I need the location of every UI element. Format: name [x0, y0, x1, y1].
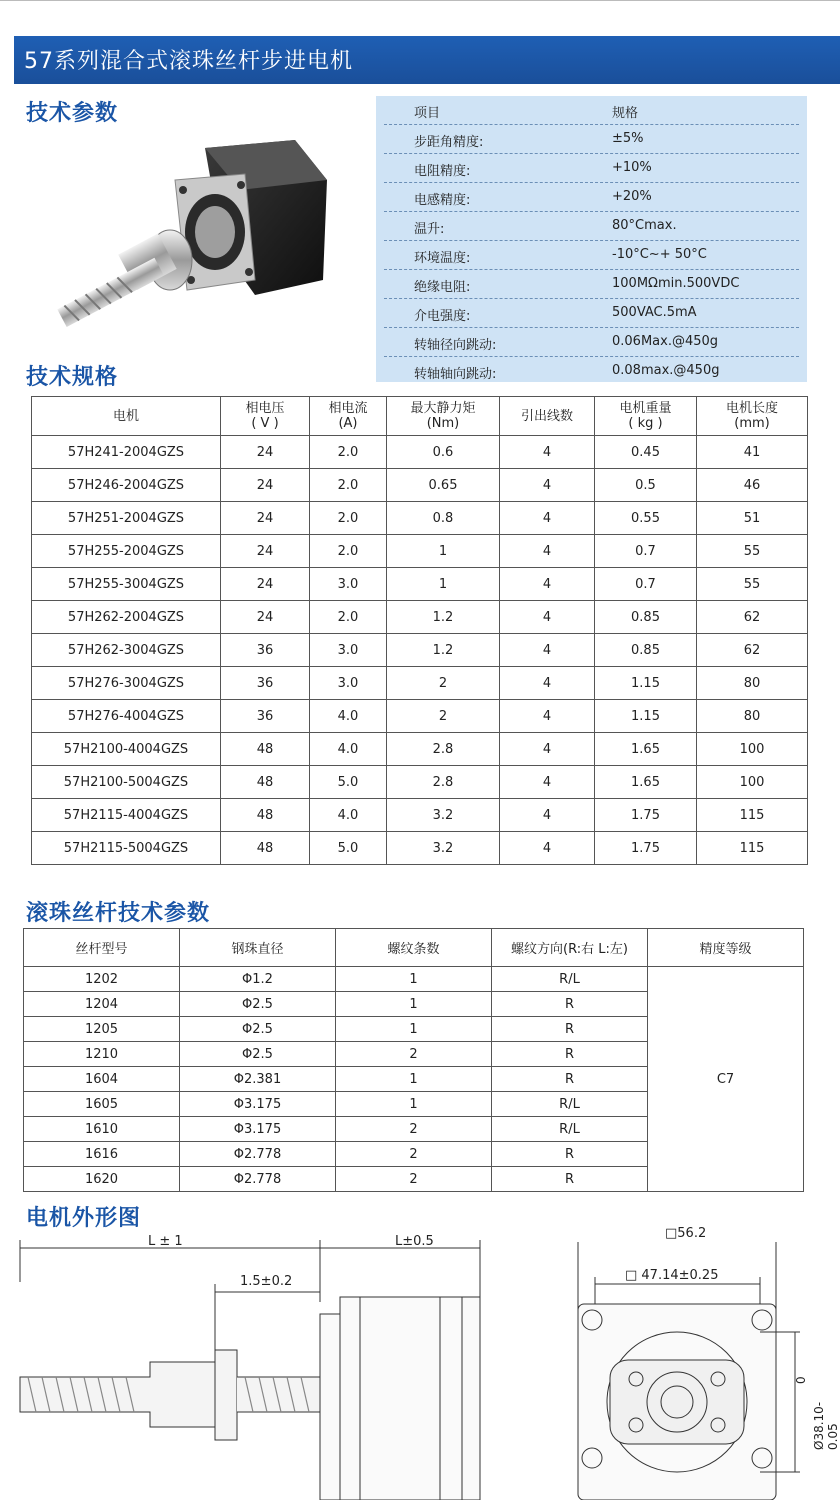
spec-cell: 1.75 — [595, 799, 697, 832]
table-row — [32, 535, 808, 568]
spec-cell: 48 — [221, 799, 310, 832]
params-value: 0.08max.@450g — [612, 363, 720, 378]
params-row — [376, 299, 807, 328]
screw-cell: 2 — [336, 1167, 492, 1192]
spec-cell: 0.85 — [595, 601, 697, 634]
spec-cell: 57H251-2004GZS — [32, 502, 221, 535]
spec-cell: 62 — [697, 601, 808, 634]
spec-cell: 0.7 — [595, 568, 697, 601]
params-value: 0.06Max.@450g — [612, 334, 719, 349]
spec-cell: 55 — [697, 568, 808, 601]
dim-4714: □ 47.14±0.25 — [625, 1268, 719, 1283]
spec-cell: 57H2100-5004GZS — [32, 766, 221, 799]
spec-header-line2: ( V ) — [251, 416, 279, 431]
spec-cell: 24 — [221, 568, 310, 601]
spec-cell: 4 — [500, 766, 595, 799]
product-image — [55, 130, 335, 345]
top-border — [0, 0, 840, 34]
params-value: -10°C~+ 50°C — [612, 247, 707, 262]
spec-header-line1: 相电压 — [245, 401, 285, 416]
params-table — [376, 96, 807, 382]
table-row — [32, 667, 808, 700]
screw-cell: 1204 — [24, 992, 180, 1017]
params-key: 介电强度: — [414, 309, 471, 324]
screw-cell: 1605 — [24, 1092, 180, 1117]
table-row — [32, 436, 808, 469]
spec-cell: 24 — [221, 601, 310, 634]
table-row — [32, 634, 808, 667]
spec-cell: 3.2 — [387, 832, 500, 865]
params-value: ±5% — [612, 131, 644, 146]
section-screw-params-heading: 滚珠丝杆技术参数 — [26, 901, 211, 926]
spec-cell: 0.55 — [595, 502, 697, 535]
spec-header-cell — [310, 397, 387, 436]
spec-cell: 24 — [221, 469, 310, 502]
spec-cell: 1.2 — [387, 601, 500, 634]
spec-cell: 57H2100-4004GZS — [32, 733, 221, 766]
spec-header-line2: ( kg ) — [628, 416, 663, 431]
spec-cell: 2.0 — [310, 601, 387, 634]
spec-cell: 57H262-3004GZS — [32, 634, 221, 667]
spec-cell: 100 — [697, 766, 808, 799]
spec-header-line2: (mm) — [734, 416, 770, 431]
screw-cell: 1604 — [24, 1067, 180, 1092]
spec-cell: 115 — [697, 799, 808, 832]
spec-cell: 57H2115-4004GZS — [32, 799, 221, 832]
screw-cell: Φ2.778 — [180, 1142, 336, 1167]
spec-cell: 5.0 — [310, 766, 387, 799]
section-tech-params-heading: 技术参数 — [26, 101, 119, 126]
screw-cell: 1 — [336, 967, 492, 992]
spec-cell: 1.15 — [595, 667, 697, 700]
spec-cell: 80 — [697, 700, 808, 733]
spec-cell: 48 — [221, 766, 310, 799]
spec-cell: 2.8 — [387, 733, 500, 766]
spec-cell: 4 — [500, 700, 595, 733]
spec-cell: 0.6 — [387, 436, 500, 469]
spec-cell: 46 — [697, 469, 808, 502]
screw-cell: 2 — [336, 1142, 492, 1167]
params-key: 步距角精度: — [414, 135, 484, 150]
spec-cell: 57H276-4004GZS — [32, 700, 221, 733]
spec-header-cell — [387, 397, 500, 436]
dim-562: □56.2 — [665, 1226, 707, 1241]
params-value: 80°Cmax. — [612, 218, 677, 233]
table-row — [24, 967, 804, 992]
spec-cell: 4.0 — [310, 733, 387, 766]
table-row — [32, 601, 808, 634]
table-row — [32, 766, 808, 799]
params-row — [376, 270, 807, 299]
screw-cell: R — [492, 1167, 648, 1192]
params-value: +20% — [612, 189, 652, 204]
screw-cell: Φ2.381 — [180, 1067, 336, 1092]
spec-cell: 4.0 — [310, 700, 387, 733]
screw-cell: 1 — [336, 992, 492, 1017]
spec-cell: 2 — [387, 667, 500, 700]
spec-header-line1: 电机 — [112, 408, 139, 424]
spec-cell: 0.85 — [595, 634, 697, 667]
dim-dia-b: Ø38.10-0.05 — [812, 1401, 840, 1450]
spec-header-line1: 引出线数 — [520, 408, 573, 424]
spec-header-cell — [500, 397, 595, 436]
params-row — [376, 328, 807, 357]
params-header-row — [376, 96, 807, 125]
params-value: 500VAC.5mA — [612, 305, 697, 320]
screw-cell: 1 — [336, 1017, 492, 1042]
spec-header-line2: (A) — [338, 416, 358, 431]
table-row — [32, 733, 808, 766]
spec-cell: 80 — [697, 667, 808, 700]
screw-cell: R/L — [492, 967, 648, 992]
params-key: 转轴径向跳动: — [414, 338, 497, 353]
screw-cell: Φ2.5 — [180, 1042, 336, 1067]
spec-cell: 1 — [387, 535, 500, 568]
spec-cell: 0.5 — [595, 469, 697, 502]
params-header-key: 项目 — [414, 106, 441, 121]
spec-cell: 1.2 — [387, 634, 500, 667]
outline-drawing — [0, 1222, 840, 1500]
table-row — [32, 568, 808, 601]
screw-cell: Φ2.778 — [180, 1167, 336, 1192]
spec-cell: 36 — [221, 667, 310, 700]
spec-cell: 2.0 — [310, 502, 387, 535]
spec-cell: 3.0 — [310, 667, 387, 700]
dim-l05: L±0.5 — [395, 1234, 434, 1249]
spec-cell: 115 — [697, 832, 808, 865]
spec-cell: 2.8 — [387, 766, 500, 799]
spec-table — [31, 396, 808, 865]
spec-cell: 1.15 — [595, 700, 697, 733]
params-key: 绝缘电阻: — [414, 280, 471, 295]
screw-cell: 2 — [336, 1117, 492, 1142]
spec-cell: 0.45 — [595, 436, 697, 469]
table-row — [32, 502, 808, 535]
screw-cell: 1202 — [24, 967, 180, 992]
screw-cell: 1 — [336, 1067, 492, 1092]
params-key: 环境温度: — [414, 251, 471, 266]
spec-cell: 3.0 — [310, 634, 387, 667]
spec-header-line1: 电机重量 — [619, 401, 672, 416]
screw-cell: 1210 — [24, 1042, 180, 1067]
spec-header-row — [32, 397, 808, 436]
spec-cell: 0.7 — [595, 535, 697, 568]
params-row — [376, 212, 807, 241]
spec-cell: 4 — [500, 667, 595, 700]
section-outline-heading: 电机外形图 — [26, 1206, 142, 1231]
spec-cell: 4 — [500, 535, 595, 568]
spec-cell: 2.0 — [310, 469, 387, 502]
screw-cell: Φ2.5 — [180, 992, 336, 1017]
screw-header-cell: 钢珠直径 — [180, 929, 336, 967]
screw-cell: R — [492, 992, 648, 1017]
spec-cell: 3.0 — [310, 568, 387, 601]
spec-cell: 4.0 — [310, 799, 387, 832]
screw-cell: Φ3.175 — [180, 1117, 336, 1142]
spec-cell: 4 — [500, 832, 595, 865]
screw-header-cell: 丝杆型号 — [24, 929, 180, 967]
spec-header-cell — [221, 397, 310, 436]
screw-header-cell: 精度等级 — [648, 929, 804, 967]
spec-cell: 55 — [697, 535, 808, 568]
spec-cell: 57H276-3004GZS — [32, 667, 221, 700]
spec-cell: 4 — [500, 436, 595, 469]
screw-cell: Φ2.5 — [180, 1017, 336, 1042]
screw-cell: R — [492, 1017, 648, 1042]
spec-header-line1: 最大静力矩 — [410, 401, 476, 416]
spec-cell: 1.75 — [595, 832, 697, 865]
spec-cell: 5.0 — [310, 832, 387, 865]
params-key: 电阻精度: — [414, 164, 471, 179]
screw-cell: R — [492, 1067, 648, 1092]
spec-cell: 24 — [221, 436, 310, 469]
params-key: 转轴轴向跳动: — [414, 367, 497, 382]
spec-cell: 2 — [387, 700, 500, 733]
params-key: 电感精度: — [414, 193, 471, 208]
spec-cell: 48 — [221, 832, 310, 865]
spec-header-line2: (Nm) — [426, 416, 460, 431]
spec-cell: 51 — [697, 502, 808, 535]
spec-cell: 4 — [500, 634, 595, 667]
screw-precision-cell: C7 — [648, 967, 804, 1192]
params-row — [376, 241, 807, 270]
screw-cell: R/L — [492, 1117, 648, 1142]
screw-cell: 1205 — [24, 1017, 180, 1042]
spec-cell: 57H262-2004GZS — [32, 601, 221, 634]
spec-header-cell — [697, 397, 808, 436]
params-row — [376, 125, 807, 154]
spec-cell: 57H255-3004GZS — [32, 568, 221, 601]
screw-header-cell: 螺纹条数 — [336, 929, 492, 967]
drawing-lines — [0, 1222, 840, 1500]
spec-cell: 1.65 — [595, 733, 697, 766]
screw-cell: Φ1.2 — [180, 967, 336, 992]
spec-cell: 4 — [500, 601, 595, 634]
params-key: 温升: — [414, 222, 445, 237]
params-header-value: 规格 — [612, 106, 639, 121]
spec-cell: 57H241-2004GZS — [32, 436, 221, 469]
spec-cell: 62 — [697, 634, 808, 667]
spec-cell: 4 — [500, 733, 595, 766]
screw-cell: R/L — [492, 1092, 648, 1117]
dim-15: 1.5±0.2 — [240, 1274, 293, 1289]
header-bar — [0, 36, 840, 84]
spec-cell: 2.0 — [310, 436, 387, 469]
screw-cell: Φ3.175 — [180, 1092, 336, 1117]
spec-cell: 57H255-2004GZS — [32, 535, 221, 568]
spec-header-cell — [32, 397, 221, 436]
dim-l1: L ± 1 — [148, 1234, 183, 1249]
spec-header-line1: 相电流 — [328, 401, 368, 416]
spec-cell: 0.65 — [387, 469, 500, 502]
params-value: +10% — [612, 160, 652, 175]
spec-cell: 4 — [500, 469, 595, 502]
spec-cell: 1.65 — [595, 766, 697, 799]
dim-dia-a: 0 — [794, 1376, 808, 1384]
table-row — [32, 700, 808, 733]
spec-cell: 100 — [697, 733, 808, 766]
params-row — [376, 357, 807, 386]
spec-cell: 0.8 — [387, 502, 500, 535]
spec-cell: 24 — [221, 535, 310, 568]
page-title: 57系列混合式滚珠丝杆步进电机 — [24, 49, 353, 74]
params-row — [376, 154, 807, 183]
table-row — [32, 469, 808, 502]
params-value: 100MΩmin.500VDC — [612, 276, 740, 291]
spec-cell: 24 — [221, 502, 310, 535]
screw-cell: 1616 — [24, 1142, 180, 1167]
screw-cell: R — [492, 1142, 648, 1167]
screw-cell: 1610 — [24, 1117, 180, 1142]
spec-cell: 48 — [221, 733, 310, 766]
spec-cell: 36 — [221, 700, 310, 733]
spec-cell: 3.2 — [387, 799, 500, 832]
screw-cell: 1 — [336, 1092, 492, 1117]
spec-cell: 41 — [697, 436, 808, 469]
screw-cell: 1620 — [24, 1167, 180, 1192]
table-row — [32, 832, 808, 865]
params-row — [376, 183, 807, 212]
spec-cell: 2.0 — [310, 535, 387, 568]
screw-header-row — [24, 929, 804, 967]
screw-cell: 2 — [336, 1042, 492, 1067]
screw-cell: R — [492, 1042, 648, 1067]
table-row — [32, 799, 808, 832]
spec-cell: 57H2115-5004GZS — [32, 832, 221, 865]
screw-header-cell: 螺纹方向(R:右 L:左) — [492, 929, 648, 967]
spec-cell: 4 — [500, 568, 595, 601]
spec-cell: 57H246-2004GZS — [32, 469, 221, 502]
section-tech-specs-heading: 技术规格 — [26, 365, 119, 390]
screw-table — [23, 928, 804, 1192]
spec-cell: 4 — [500, 502, 595, 535]
spec-cell: 36 — [221, 634, 310, 667]
spec-header-line1: 电机长度 — [725, 401, 778, 416]
spec-cell: 1 — [387, 568, 500, 601]
spec-header-cell — [595, 397, 697, 436]
spec-cell: 4 — [500, 799, 595, 832]
